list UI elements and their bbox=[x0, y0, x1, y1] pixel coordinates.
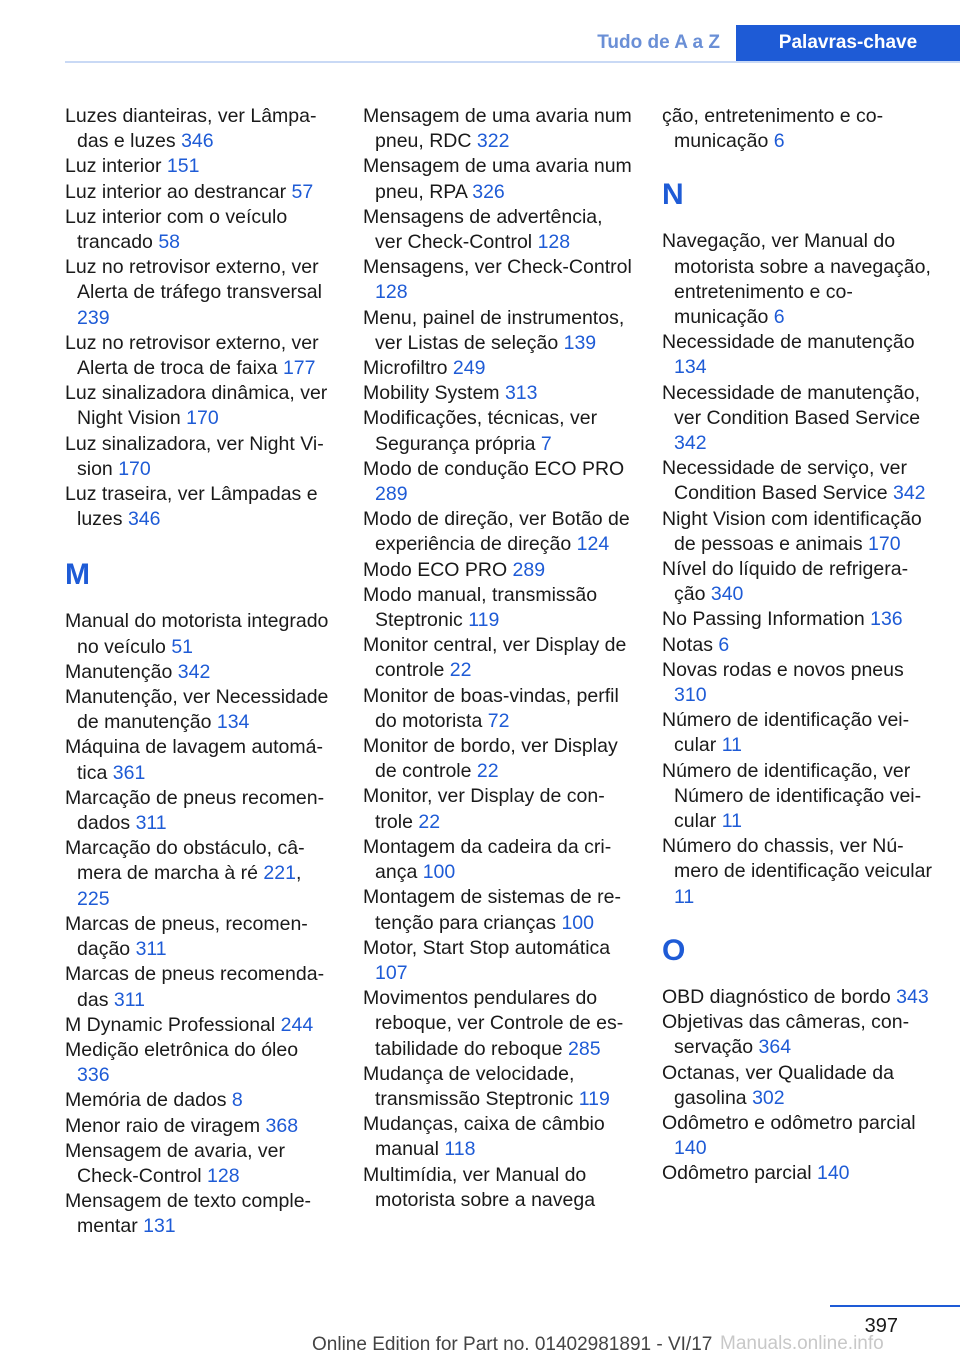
entry-text: Manutenção, ver Necessidade de manutenção bbox=[65, 686, 329, 734]
edition-footer: Online Edition for Part no. 01402981891 - VI/17 bbox=[312, 1334, 713, 1355]
section-letter: N bbox=[662, 178, 684, 212]
page-link[interactable]: 136 bbox=[870, 608, 903, 631]
index-entry bbox=[662, 708, 932, 758]
entry-text: Número do chassis, ver Número de identificação veicular bbox=[662, 835, 932, 883]
entry-text: Objetivas das câmeras, conservação bbox=[662, 1011, 910, 1059]
index-entry bbox=[662, 1161, 932, 1186]
index-entry bbox=[363, 936, 633, 986]
entry-text: Monitor central, ver Display de controle bbox=[363, 634, 627, 682]
index-entry bbox=[662, 607, 932, 632]
index-entry bbox=[363, 835, 633, 885]
entry-text: Marcas de pneus recomendadas bbox=[65, 963, 325, 1011]
page-link[interactable]: 134 bbox=[216, 711, 250, 734]
entry-text: Modo de condução ECO PRO bbox=[363, 457, 625, 480]
entry-text: Máquina de lavagem automática bbox=[65, 736, 323, 784]
page-link[interactable]: 128 bbox=[207, 1164, 240, 1187]
index-entry bbox=[662, 1061, 932, 1111]
entry-text: Número de identificação, ver Número de identificação veicular bbox=[662, 759, 922, 833]
page-link[interactable]: 119 bbox=[468, 609, 500, 632]
index-entry bbox=[363, 1062, 633, 1112]
entry-text: Memória de dados bbox=[65, 1089, 232, 1112]
page-link[interactable]: 7 bbox=[540, 432, 552, 455]
index-entry bbox=[363, 784, 633, 834]
page-link[interactable]: 6 bbox=[718, 633, 730, 656]
index-entry bbox=[662, 456, 932, 506]
page-link[interactable]: 326 bbox=[472, 180, 505, 203]
active-keywords-tab[interactable]: Palavras-chave bbox=[736, 25, 960, 61]
header-rule bbox=[65, 61, 960, 63]
page-link[interactable]: 22 bbox=[418, 810, 441, 833]
entry-text: Luz sinalizadora, ver Night Vision bbox=[65, 432, 324, 480]
page-link[interactable]: 289 bbox=[375, 483, 408, 506]
page-link[interactable]: 6 bbox=[773, 306, 785, 329]
entry-text: Mensagem de uma avaria num pneu, RDC bbox=[363, 105, 632, 153]
page-link[interactable]: 100 bbox=[422, 861, 456, 884]
index-entry bbox=[65, 685, 335, 735]
page-link[interactable]: 22 bbox=[476, 760, 499, 783]
watermark: Manuals.online.info bbox=[720, 1333, 884, 1354]
page-link[interactable]: 249 bbox=[452, 357, 486, 380]
page-link[interactable]: 100 bbox=[561, 911, 594, 934]
section-tab[interactable]: Tudo de A a Z bbox=[597, 32, 720, 53]
index-entry bbox=[662, 759, 932, 835]
page-link[interactable]: 311 bbox=[135, 812, 167, 835]
entry-text: Luz interior ao destrancar bbox=[65, 180, 292, 203]
entry-text: Nível do líquido de refrigeração bbox=[662, 558, 909, 606]
index-entry bbox=[363, 734, 633, 784]
entry-text: Modificações, técnicas, ver Segurança própria bbox=[363, 407, 598, 455]
entry-text: Monitor, ver Display de controle bbox=[363, 785, 605, 833]
entry-text: Mensagem de uma avaria num pneu, RPA bbox=[363, 155, 632, 203]
entry-text: Medição eletrônica do óleo bbox=[65, 1038, 299, 1061]
entry-text: Mensagem de avaria, ver Check-Control bbox=[65, 1139, 286, 1187]
page-link[interactable]: 124 bbox=[576, 533, 610, 556]
page-link[interactable]: 128 bbox=[537, 231, 571, 254]
page-link[interactable]: 310 bbox=[674, 684, 707, 707]
index-entry bbox=[65, 1013, 335, 1038]
entry-text: Odômetro parcial bbox=[662, 1162, 817, 1185]
entry-text: OBD diagnóstico de bordo bbox=[662, 985, 897, 1008]
page-link[interactable]: 170 bbox=[186, 407, 219, 430]
entry-text: Octanas, ver Qualidade da gasolina bbox=[662, 1061, 894, 1109]
page-link[interactable]: 72 bbox=[487, 709, 510, 732]
page-link[interactable]: 361 bbox=[112, 761, 146, 784]
index-entry bbox=[65, 331, 335, 381]
page-link[interactable]: 244 bbox=[280, 1013, 314, 1036]
entry-text: Menor raio de viragem bbox=[65, 1114, 266, 1137]
entry-text: Monitor de boas-vindas, perfil do motorista bbox=[363, 684, 619, 732]
section-letter: M bbox=[65, 558, 90, 592]
page-link[interactable]: 131 bbox=[143, 1215, 176, 1238]
index-entry bbox=[65, 381, 335, 431]
entry-text: Monitor de bordo, ver Display de controle bbox=[363, 735, 618, 783]
page-link[interactable]: 58 bbox=[158, 231, 181, 254]
page-link[interactable]: 368 bbox=[265, 1114, 299, 1137]
entry-text: Odômetro e odômetro parcial bbox=[662, 1111, 916, 1134]
page-link[interactable]: 336 bbox=[77, 1064, 110, 1087]
page-separator: , bbox=[295, 862, 302, 885]
index-entry bbox=[65, 836, 335, 912]
index-entry bbox=[363, 205, 633, 255]
index-column-1 bbox=[65, 104, 335, 1240]
entry-text: Montagem da cadeira da criança bbox=[363, 835, 612, 884]
page-link[interactable]: 6 bbox=[773, 130, 785, 153]
page-link[interactable]: 313 bbox=[504, 382, 538, 405]
index-entry bbox=[65, 1189, 335, 1239]
entry-text: Movimentos pendulares do reboque, ver Controle de estabilidade do reboque bbox=[363, 987, 624, 1060]
entry-text: Mudanças, caixa de câmbio manual bbox=[363, 1113, 605, 1161]
entry-text: Menu, painel de instrumentos, ver Listas de seleção bbox=[363, 306, 625, 354]
page-link[interactable]: 107 bbox=[375, 961, 408, 984]
index-entry bbox=[65, 1038, 335, 1088]
index-column-2 bbox=[363, 104, 633, 1213]
page-link[interactable]: 221 bbox=[263, 862, 296, 885]
index-entry bbox=[662, 381, 932, 457]
entry-text: Marcas de pneus, recomendação bbox=[65, 912, 308, 961]
entry-text: Marcação do obstáculo, câmera de marcha à ré bbox=[65, 837, 305, 885]
index-entry bbox=[65, 962, 335, 1012]
index-entry bbox=[363, 684, 633, 734]
index-entry bbox=[363, 1163, 633, 1213]
page-link[interactable]: 134 bbox=[674, 356, 707, 379]
page-link[interactable]: 311 bbox=[113, 988, 145, 1011]
entry-text: Microfiltro bbox=[363, 357, 453, 380]
index-entry bbox=[662, 985, 932, 1010]
index-entry bbox=[662, 557, 932, 607]
page-link[interactable]: 170 bbox=[868, 532, 901, 555]
page-link[interactable]: 139 bbox=[563, 331, 597, 354]
entry-text: Luz no retrovisor externo, ver Alerta de troca de faixa bbox=[65, 331, 319, 380]
index-entry bbox=[363, 306, 633, 356]
index-entry bbox=[65, 104, 335, 154]
page-link[interactable]: 340 bbox=[710, 583, 744, 606]
page-link[interactable]: 311 bbox=[135, 938, 167, 961]
index-entry bbox=[363, 558, 633, 583]
index-entry bbox=[65, 432, 335, 482]
entry-text: Necessidade de manutenção bbox=[662, 331, 915, 354]
section-letter: O bbox=[662, 933, 686, 967]
page-link[interactable]: 342 bbox=[674, 432, 707, 455]
index-entry bbox=[662, 1111, 932, 1161]
index-entry bbox=[662, 229, 932, 330]
entry-text: Luz sinalizadora dinâmica, ver Night Vision bbox=[65, 382, 328, 430]
entry-text: Mudança de velocidade, transmissão Steptronic bbox=[363, 1062, 579, 1110]
entry-text: Mensagem de texto complementar bbox=[65, 1190, 312, 1238]
page-link[interactable]: 22 bbox=[449, 659, 472, 682]
entry-text: Montagem de sistemas de retenção para crianças bbox=[363, 886, 621, 934]
entry-text: No Passing Information bbox=[662, 608, 871, 631]
index-entry bbox=[363, 583, 633, 633]
index-entry bbox=[65, 1139, 335, 1189]
page-link[interactable]: 285 bbox=[568, 1037, 601, 1060]
page-link[interactable]: 225 bbox=[77, 887, 110, 910]
index-entry bbox=[363, 507, 633, 557]
page-link[interactable]: 342 bbox=[177, 660, 211, 683]
index-entry bbox=[65, 154, 335, 179]
index-entry bbox=[65, 609, 335, 659]
entry-text: Necessidade de manutenção, ver Condition Based Service bbox=[662, 381, 921, 429]
page-link[interactable]: 118 bbox=[444, 1138, 476, 1161]
entry-text: Número de identificação veicular bbox=[662, 709, 910, 757]
index-entry bbox=[65, 786, 335, 836]
index-entry bbox=[65, 255, 335, 331]
page-link[interactable]: 57 bbox=[291, 180, 314, 203]
page-link[interactable]: 322 bbox=[476, 130, 510, 153]
index-entry bbox=[363, 381, 633, 406]
entry-text: Navegação, ver Manual do motorista sobre a navegação, entretenimento e comunicação bbox=[662, 230, 931, 329]
index-entry bbox=[65, 1114, 335, 1139]
index-entry bbox=[65, 180, 335, 205]
page-link[interactable]: 170 bbox=[118, 457, 151, 480]
index-entry bbox=[65, 1088, 335, 1113]
index-entry bbox=[662, 834, 932, 910]
entry-text: Luz no retrovisor externo, ver Alerta de tráfego transversal bbox=[65, 256, 322, 304]
page-link[interactable]: 140 bbox=[816, 1162, 850, 1185]
entry-text: Modo ECO PRO bbox=[363, 558, 513, 581]
index-entry bbox=[662, 633, 932, 658]
page-link[interactable]: 119 bbox=[578, 1087, 610, 1110]
page-number: 397 bbox=[864, 1315, 898, 1337]
entry-text: Manual do motorista integrado no veículo bbox=[65, 610, 329, 658]
index-entry bbox=[363, 154, 633, 204]
page-link[interactable]: 128 bbox=[375, 281, 408, 304]
page-link[interactable]: 177 bbox=[282, 357, 316, 380]
index-entry bbox=[363, 885, 633, 935]
entry-text: Luz traseira, ver Lâmpadas e luzes bbox=[65, 483, 318, 531]
index-entry bbox=[662, 1010, 932, 1060]
entry-text: Mobility System bbox=[363, 382, 505, 405]
index-entry bbox=[662, 104, 932, 154]
index-entry bbox=[662, 658, 932, 708]
index-entry bbox=[363, 633, 633, 683]
entry-text: Mensagens, ver Check-Control bbox=[363, 256, 632, 279]
index-entry bbox=[363, 356, 633, 381]
index-entry bbox=[363, 1112, 633, 1162]
index-entry bbox=[363, 457, 633, 507]
entry-text: Novas rodas e novos pneus bbox=[662, 658, 904, 681]
entry-text: Night Vision com identificação de pessoas e animais bbox=[662, 507, 922, 555]
index-entry bbox=[65, 660, 335, 685]
page-number-rule bbox=[830, 1305, 960, 1307]
page-link[interactable]: 11 bbox=[721, 734, 742, 757]
entry-text: Mensagens de advertência, ver Check-Control bbox=[363, 205, 603, 254]
page-link[interactable]: 8 bbox=[231, 1089, 243, 1112]
page-link[interactable]: 364 bbox=[758, 1036, 792, 1059]
page-link[interactable]: 302 bbox=[752, 1086, 785, 1109]
entry-text: Modo manual, transmissão Steptronic bbox=[363, 583, 598, 632]
index-entry bbox=[363, 104, 633, 154]
page-link[interactable]: 342 bbox=[892, 482, 926, 505]
entry-text: ção, entretenimento e comunicação bbox=[662, 105, 884, 153]
page-link[interactable]: 343 bbox=[896, 985, 929, 1008]
entry-text: Modo de direção, ver Botão de experiência de direção bbox=[363, 508, 630, 556]
index-entry bbox=[363, 406, 633, 456]
index-entry bbox=[662, 507, 932, 557]
entry-text: Necessidade de serviço, ver Condition Based Service bbox=[662, 457, 907, 505]
index-column-3 bbox=[662, 104, 932, 1187]
page-link[interactable]: 140 bbox=[674, 1137, 707, 1160]
page-link[interactable]: 51 bbox=[171, 635, 194, 658]
entry-text: Multimídia, ver Manual do motorista sobre a navega bbox=[363, 1163, 596, 1211]
entry-text: Motor, Start Stop automática bbox=[363, 936, 611, 959]
index-entry bbox=[65, 205, 335, 255]
entry-text: Notas bbox=[662, 633, 719, 656]
page-link[interactable]: 11 bbox=[674, 885, 695, 908]
page-link[interactable]: 289 bbox=[512, 558, 546, 581]
page-link[interactable]: 11 bbox=[721, 810, 742, 833]
index-entry bbox=[662, 330, 932, 380]
index-entry bbox=[65, 482, 335, 532]
page-link[interactable]: 346 bbox=[127, 508, 161, 531]
entry-text: Luz interior com o veículo trancado bbox=[65, 205, 288, 254]
page-header bbox=[0, 25, 960, 63]
index-entry bbox=[65, 912, 335, 962]
index-entry bbox=[363, 986, 633, 1062]
entry-text: M Dynamic Professional bbox=[65, 1013, 281, 1036]
index-entry bbox=[363, 255, 633, 305]
page-link[interactable]: 346 bbox=[181, 130, 214, 153]
entry-text: Manutenção bbox=[65, 660, 178, 683]
index-entry bbox=[65, 735, 335, 785]
entry-text: Luzes dianteiras, ver Lâmpadas e luzes bbox=[65, 105, 317, 153]
entry-text: Marcação de pneus recomendados bbox=[65, 786, 325, 835]
entry-text: Luz interior bbox=[65, 155, 167, 178]
page-link[interactable]: 239 bbox=[77, 306, 110, 329]
page-link[interactable]: 151 bbox=[166, 155, 200, 178]
